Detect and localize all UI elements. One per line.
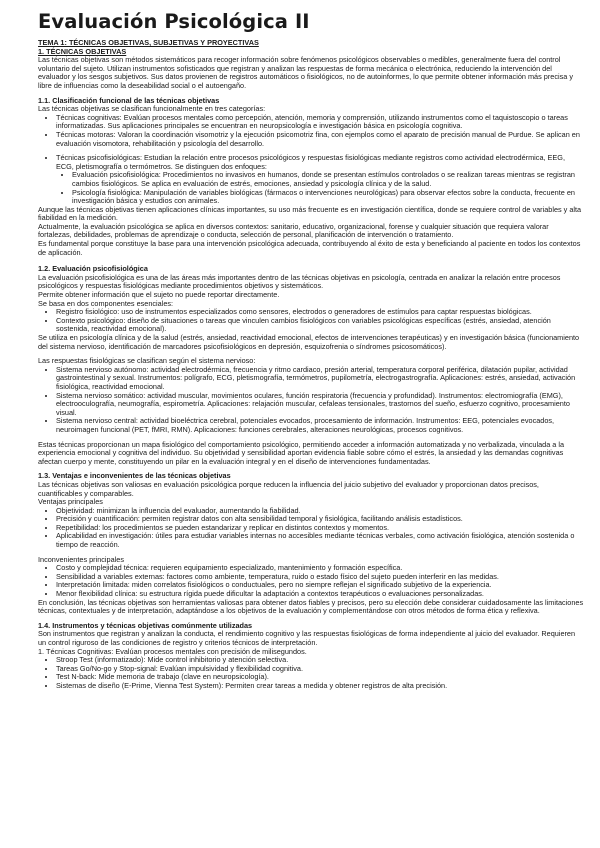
topic-heading: TEMA 1: TÉCNICAS OBJETIVAS, SUBJETIVAS Y PROYECTIVAS <box>38 38 259 47</box>
cognitive-techniques-list <box>38 656 584 690</box>
list-item: • Tareas Go/No-go y Stop-signal: Evalúan impulsividad y flexibilidad cognitiva. <box>56 665 584 674</box>
paragraph: La evaluación psicofisiológica es una de las áreas más importantes dentro de las técnicas objetivas en psicología, centrada en analizar la relación entre procesos psicológicos y respuestas fisiológicas mediante procedimientos objetivos y sistemáticos. <box>38 272 561 291</box>
psychophysiological-list <box>38 154 584 206</box>
section-1-1-lead: Las técnicas objetivas se clasifican funcionalmente en tres categorías: <box>38 104 266 114</box>
paragraph: Es fundamental porque constituye la base para una intervención psicológica adecuada, contribuyendo al éxito de esta y beneficiando al paciente en todos los contextos de aplicación. <box>38 239 581 257</box>
subitem-list <box>56 171 584 205</box>
list-item: • Psicología fisiológica: Manipulación de variables biológicas (fármacos o intervenciones neurológicas) para observar efectos sobre la conducta, frecuente en investigación básica y estudios con animales. <box>72 189 584 206</box>
list-item: • Registro fisiológico: uso de instrumentos especializados como sensores, electrodos o generadores de estímulos para captar respuestas biológicas. <box>56 308 584 317</box>
list-item: • Costo y complejidad técnica: requieren equipamiento especializado, mantenimiento y formación específica. <box>56 564 584 573</box>
paragraph: Aunque las técnicas objetivas tienen aplicaciones clínicas importantes, su uso más frecuente es en investigación científica, donde se requiere control de variables y alta fiabilidad en la medición. <box>38 204 582 223</box>
classification-list <box>38 114 584 148</box>
list-item: • Técnicas motoras: Valoran la coordinación visomotriz y la ejecución psicomotriz fina, con ejemplos como el aparato de precisión manual de Purdue. Se aplican en evaluación visomotora, rehabilitación y psicología del desarrollo. <box>56 131 584 148</box>
section-1-1-heading: 1.1. Clasificación funcional de las técnicas objetivas <box>38 95 220 105</box>
paragraph: Actualmente, la evaluación psicológica se aplica en diversos contextos: sanitario, educativo, organizacional, forense y cualquier situación que requiera valorar fortalezas, debilidades, problemas de aprendizaje o conducta, selección de personal, planificación de intervención o tratamiento. <box>38 221 549 240</box>
list-item: • Menor flexibilidad clínica: su estructura rígida puede dificultar la adaptación a contextos terapéuticos o evaluaciones personalizadas. <box>56 590 584 599</box>
paragraph: Permite obtener información que el sujeto no puede reportar directamente. <box>38 290 280 300</box>
list-item: • Aplicabilidad en investigación: útiles para estudiar variables internas no accesibles mediante técnicas verbales, como activación fisiológica, atención sostenida o tiempo de reacción. <box>56 532 584 549</box>
list-item: • Repetibilidad: los procedimientos se pueden estandarizar y replicar en distintos contextos y momentos. <box>56 524 584 533</box>
section-1-intro: Las técnicas objetivas son métodos sistemáticos para recoger información sobre fenómenos psicológicos observables o medibles, generalmente fuera del control voluntario del sujeto. Utilizan instrumentos sofisticados que registran y analizan las respuestas de forma mecánica o electrónica, reduciendo la intervención del evaluador y los sesgos subjetivos. Sus datos provienen de registros automáticos o fisiológicos, no de autoinformes, lo que permite obtener información más precisa y libre de influencias como la deseabilidad social o el autoengaño. <box>38 55 573 90</box>
list-item: • Técnicas cognitivas: Evalúan procesos mentales como percepción, atención, memoria y comprensión, utilizando instrumentos como el taquistoscopio o tareas informatizadas. Sus aplicaciones principales se encuentran en neuropsicología e investigación básica en psicología cognitiva. <box>56 114 584 131</box>
section-1-3-heading: 1.3. Ventajas e inconvenientes de las técnicas objetivas <box>38 471 231 481</box>
paragraph: Se basa en dos componentes esenciales: <box>38 298 174 308</box>
section-1-2-heading: 1.2. Evaluación psicofisiológica <box>38 264 148 274</box>
list-item: • Precisión y cuantificación: permiten registrar datos con alta sensibilidad temporal y fisiológica, facilitando análisis estadísticos. <box>56 515 584 524</box>
section-1-heading: 1. TÉCNICAS OBJETIVAS <box>38 46 127 56</box>
paragraph: Estas técnicas proporcionan un mapa fisiológico del comportamiento psicológico, permitiendo acceder a información automatizada y no verbalizada, vinculada a la experiencia emocional y cognitiva del individuo. Su objetividad y sensibilidad aportan evidencia fiable sobre cómo el estrés, la ansiedad y las demandas cognitivas afectan cuerpo y mente, constituyendo un pilar en la evaluación integral y en el diseño de intervenciones fundamentadas. <box>38 439 565 466</box>
list-item: • Test N-back: Mide memoria de trabajo (clave en neuropsicología). <box>56 673 584 682</box>
paragraph: Las técnicas objetivas son valiosas en evaluación psicológica porque reducen la influencia del juicio subjetivo del evaluador y proporcionan datos precisos, cuantificables y comparables. <box>38 479 539 498</box>
section-1-4-heading: 1.4. Instrumentos y técnicas objetivas comúnmente utilizadas <box>38 620 253 630</box>
list-item: • Sistema nervioso somático: actividad muscular, movimientos oculares, función respiratoria (frecuencia y profundidad). Instrumentos: electromiografía (EMG), electrooculografía, neumografía, espirometría. Aplicaciones: relajación muscular, cefaleas tensionales, trastornos del sueño, esfuerzo cognitivo, procesamiento visual. <box>56 392 584 418</box>
paragraph: 1. Técnicas Cognitivas: Evalúan procesos mentales con precisión de milisegundos. <box>38 646 307 656</box>
disadvantages-list <box>38 564 584 598</box>
list-item: • Objetividad: minimizan la influencia del evaluador, aumentando la fiabilidad. <box>56 507 584 516</box>
nervous-systems-list <box>38 366 584 435</box>
list-item: • Interpretación limitada: miden correlatos fisiológicos o conductuales, pero no siempre reflejan el significado subjetivo de la experiencia. <box>56 581 584 590</box>
list-item: • Sistema nervioso autónomo: actividad electrodérmica, frecuencia y ritmo cardiaco, presión arterial, temperatura corporal periférica, dilatación pupilar, actividad gastrointestinal y sexual. Instrumentos: polígrafo, ECG, pletismografía, termómetros, pupilometría, electrogastrografía. Aplicaciones: estrés, ansiedad, activación fisiológica, reactividad emocional. <box>56 366 584 392</box>
document-title: Evaluación Psicológica II <box>38 10 310 33</box>
paragraph: Se utiliza en psicología clínica y de la salud (estrés, ansiedad, reactividad emocional, efectos de intervenciones terapéuticas) y en investigación básica (funcionamiento del sistema nervioso, identificación de marcadores psicofisiológicos en depresión, esquizofrenia o síndromes psicosomáticos). <box>38 333 580 351</box>
advantages-label: Ventajas principales <box>38 497 103 507</box>
paragraph: En conclusión, las técnicas objetivas son herramientas valiosas para obtener datos fiables y precisos, pero su elección debe considerar cuidadosamente las limitaciones técnicas, contextuales y de interpretación, adaptándose a los objetivos de la evaluación y complementándose con otros métodos de forma ética y reflexiva. <box>38 597 584 616</box>
list-item: • Sensibilidad a variables externas: factores como ambiente, temperatura, ruido o estado físico del sujeto pueden interferir en las medidas. <box>56 573 584 582</box>
disadvantages-label: Inconvenientes principales <box>38 554 124 564</box>
list-item: • Sistemas de diseño (E-Prime, Vienna Test System): Permiten crear tareas a medida y obtener registros de alta precisión. <box>56 682 584 691</box>
list-item: • Stroop Test (informatizado): Mide control inhibitorio y atención selectiva. <box>56 656 584 665</box>
list-item: • Sistema nervioso central: actividad bioeléctrica cerebral, potenciales evocados, procesamiento de información. Instrumentos: EEG, potenciales evocados, neuroimagen funcional (PET, fMRI, RMN). Aplicaciones: funciones cerebrales, alteraciones neurológicas, procesos cognitivos. <box>56 417 584 434</box>
components-list <box>38 308 584 334</box>
advantages-list <box>38 507 584 550</box>
list-item: • Contexto psicológico: diseño de situaciones o tareas que vinculen cambios fisiológicos con variables psicológicas específicas (estrés, ansiedad, atención sostenida, reactividad emocional). <box>56 317 584 334</box>
paragraph: Las respuestas fisiológicas se clasifican según el sistema nervioso: <box>38 356 256 366</box>
list-item <box>56 154 584 206</box>
list-item: • Evaluación psicofisiológica: Procedimientos no invasivos en humanos, donde se presentan estímulos controlados o se realizan tareas mientras se registran cambios fisiológicos. Se aplica en evaluación de estrés, emociones, ansiedad y psicología clínica y de la salud. <box>72 171 584 188</box>
list-item-text: Técnicas psicofisiológicas: Estudian la relación entre procesos psicológicos y respuestas fisiológicas mediante registros como actividad electrodérmica, EEG, ECG, pletismografía o termómetros. Se distinguen dos enfoques: <box>56 153 565 171</box>
paragraph: Son instrumentos que registran y analizan la conducta, el rendimiento cognitivo y las respuestas fisiológicas de forma independiente al juicio del evaluador. Requieren un control riguroso de las condiciones de registro y criterios técnicos de interpretación. <box>38 629 576 647</box>
